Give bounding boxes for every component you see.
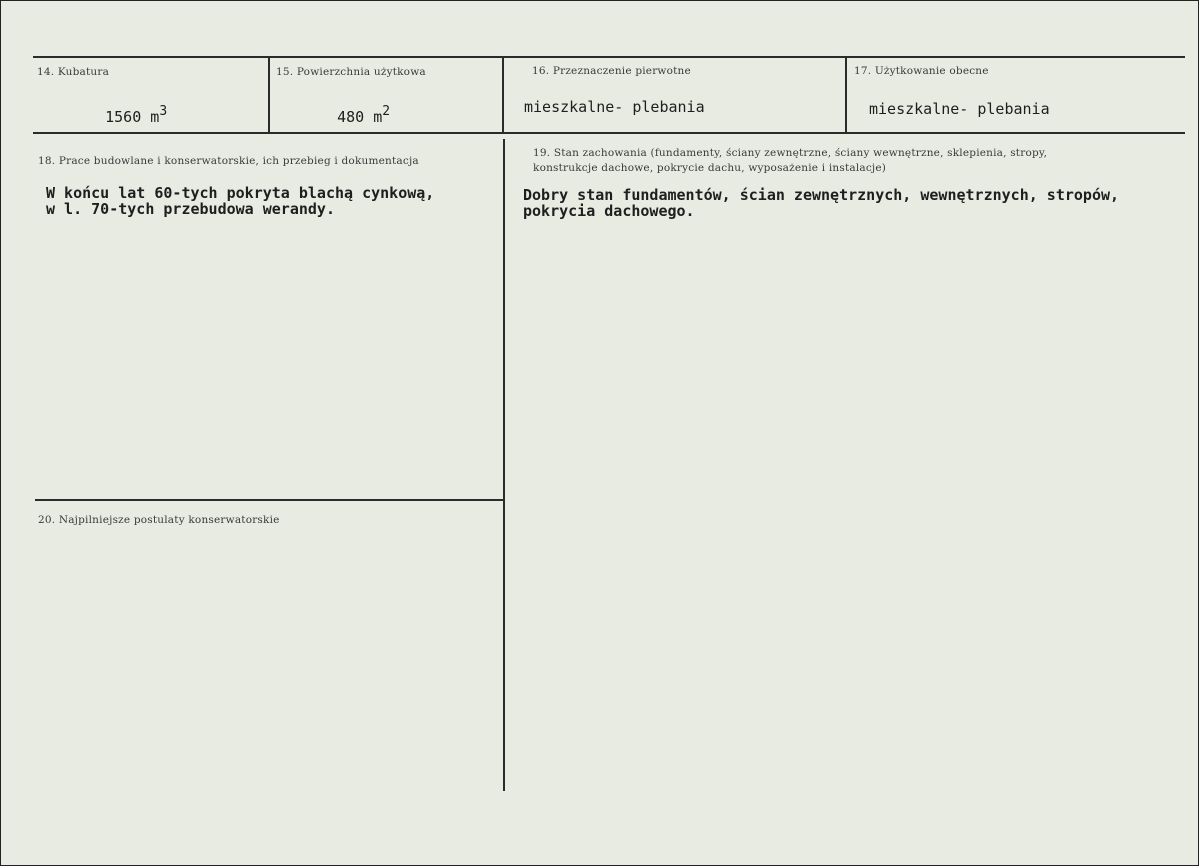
field-19-label-line-2: konstrukcje dachowe, pokrycie dachu, wyposażenie i instalacje) <box>533 162 887 174</box>
field-14-label: 14. Kubatura <box>37 66 110 78</box>
main-vertical-divider <box>503 139 505 791</box>
field-16-label: 16. Przeznaczenie pierwotne <box>532 65 691 77</box>
field-20-label: 20. Najpilniejsze postulaty konserwatorskie <box>38 514 280 526</box>
top-rule <box>33 56 1185 58</box>
field-18-line-1: W końcu lat 60-tych pokryta blachą cynkową, <box>46 184 435 202</box>
field-18-label: 18. Prace budowlane i konserwatorskie, ich przebieg i dokumentacja <box>38 155 419 167</box>
field-14-number: 1560 m <box>105 108 160 126</box>
divider-15-16 <box>502 57 504 133</box>
field-14-value <box>69 93 167 143</box>
field-15-number: 480 m <box>337 108 383 126</box>
field-17-value: mieszkalne- plebania <box>869 100 1050 118</box>
field-19-line-1: Dobry stan fundamentów, ścian zewnętrznych, wewnętrznych, stropów, <box>523 186 1120 204</box>
field-18-line-2: w l. 70-tych przebudowa werandy. <box>46 200 335 218</box>
row1-bottom-rule <box>33 132 1185 134</box>
field-17-label: 17. Użytkowanie obecne <box>854 65 989 77</box>
divider-16-17 <box>845 57 847 133</box>
divider-14-15 <box>268 57 270 133</box>
field-15-unit-exponent: 2 <box>382 104 391 119</box>
field-15-value <box>301 93 390 143</box>
field-19-line-2: pokrycia dachowego. <box>523 202 695 220</box>
field-19-label-line-1: 19. Stan zachowania (fundamenty, ściany zewnętrzne, ściany wewnętrzne, sklepienia, stropy, <box>533 147 1048 159</box>
field-15-label: 15. Powierzchnia użytkowa <box>276 66 426 78</box>
field-16-value: mieszkalne- plebania <box>524 98 705 116</box>
field-14-unit-exponent: 3 <box>159 104 168 119</box>
row3-top-rule <box>35 499 503 501</box>
